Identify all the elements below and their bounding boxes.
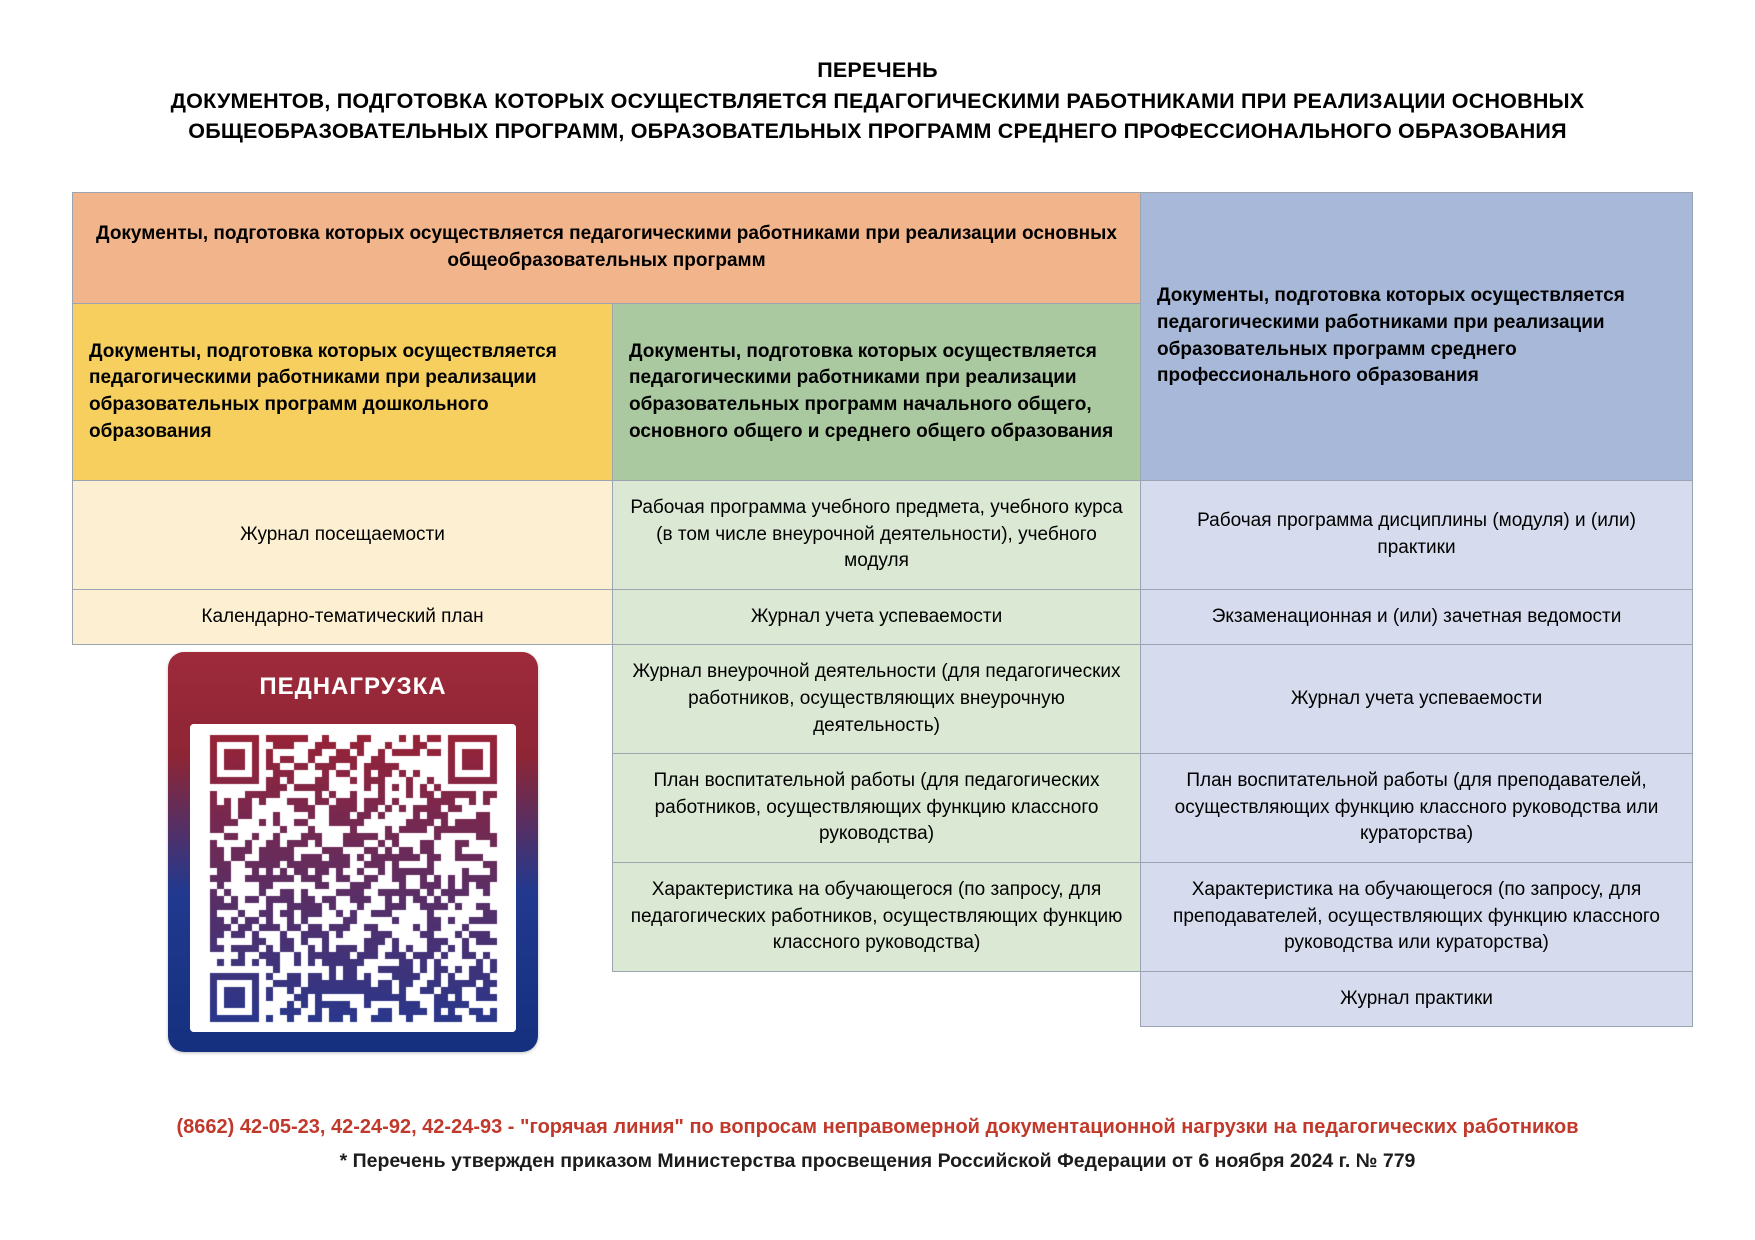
- title-line-1: ПЕРЕЧЕНЬ: [817, 58, 938, 82]
- qr-code-holder: [190, 724, 516, 1032]
- qr-card[interactable]: [168, 652, 538, 1052]
- table-row: [73, 481, 1693, 590]
- header-spo-column: Документы, подготовка которых осуществляется педагогическими работниками при реализации образовательных программ среднего профессионального образования: [1141, 193, 1693, 481]
- title-line-3: ОБЩЕОБРАЗОВАТЕЛЬНЫХ ПРОГРАММ, ОБРАЗОВАТЕЛЬНЫХ ПРОГРАММ СРЕДНЕГО ПРОФЕССИОНАЛЬНОГО ОБРАЗОВАНИЯ: [188, 119, 1567, 144]
- cell-general-3: Журнал внеурочной деятельности (для педагогических работников, осуществляющих внеурочную деятельность): [613, 645, 1141, 754]
- cell-preschool-1: Журнал посещаемости: [73, 481, 613, 590]
- cell-general-empty: [613, 971, 1141, 1027]
- qr-card-title: ПЕДНАГРУЗКА: [259, 673, 447, 700]
- cell-spo-5: Характеристика на обучающегося (по запросу, для преподавателей, осуществляющих функцию классного руководства или кураторства): [1141, 862, 1693, 971]
- header-general-column: Документы, подготовка которых осуществляется педагогическими работниками при реализации образовательных программ начального общего, основного общего и среднего общего образования: [613, 304, 1141, 481]
- table-row: [73, 589, 1693, 645]
- qr-code-icon[interactable]: [190, 724, 516, 1032]
- hotline-text: (8662) 42-05-23, 42-24-92, 42-24-93 - "горячая линия" по вопросам неправомерной документационной нагрузки на педагогических работников: [176, 1116, 1579, 1138]
- cell-spo-3: Журнал учета успеваемости: [1141, 645, 1693, 754]
- cell-spo-2: Экзаменационная и (или) зачетная ведомости: [1141, 589, 1693, 645]
- header-general-education-group: Документы, подготовка которых осуществляется педагогическими работниками при реализации основных общеобразовательных программ: [73, 193, 1141, 304]
- title-line-2: ДОКУМЕНТОВ, ПОДГОТОВКА КОТОРЫХ ОСУЩЕСТВЛЯЕТСЯ ПЕДАГОГИЧЕСКИМИ РАБОТНИКАМИ ПРИ РЕАЛИЗАЦИИ ОСНОВНЫХ: [170, 88, 1585, 113]
- table-header-row-group: [73, 193, 1693, 304]
- cell-general-1: Рабочая программа учебного предмета, учебного курса (в том числе внеурочной деятельности), учебного модуля: [613, 481, 1141, 590]
- cell-spo-1: Рабочая программа дисциплины (модуля) и (или) практики: [1141, 481, 1693, 590]
- cell-spo-6: Журнал практики: [1141, 971, 1693, 1027]
- page-title: [0, 0, 1755, 147]
- order-note-text: * Перечень утвержден приказом Министерства просвещения Российской Федерации от 6 ноября 2024 г. № 779: [339, 1150, 1416, 1172]
- header-preschool-column: Документы, подготовка которых осуществляется педагогическими работниками при реализации образовательных программ дошкольного образования: [73, 304, 613, 481]
- cell-preschool-2: Календарно-тематический план: [73, 589, 613, 645]
- cell-spo-4: План воспитательной работы (для преподавателей, осуществляющих функцию классного руководства или кураторства): [1141, 754, 1693, 863]
- cell-general-4: План воспитательной работы (для педагогических работников, осуществляющих функцию классного руководства): [613, 754, 1141, 863]
- cell-general-5: Характеристика на обучающегося (по запросу, для педагогических работников, осуществляющих функцию классного руководства): [613, 862, 1141, 971]
- cell-general-2: Журнал учета успеваемости: [613, 589, 1141, 645]
- footer: [0, 1112, 1755, 1177]
